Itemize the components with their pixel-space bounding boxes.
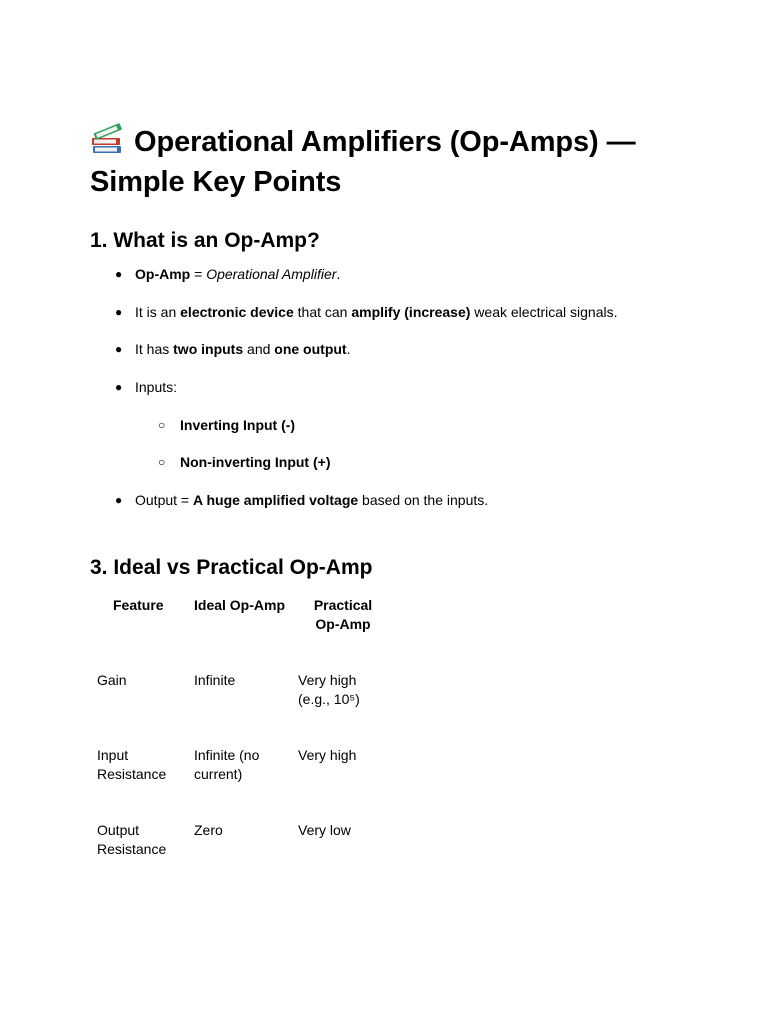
table-cell: Very high (e.g., 10⁵) (298, 672, 360, 707)
table-header-row (90, 596, 388, 671)
list-item: ● Inputs: (115, 379, 178, 396)
table-cell: Very high (298, 747, 357, 763)
list-item: ● It is an electronic device that can amplify (increase) weak electrical signals. (115, 303, 618, 320)
bullet-dot-icon: ● (115, 342, 123, 357)
table-cell: Very low (298, 822, 351, 838)
title-line-1: Operational Amplifiers (Op-Amps) — (134, 126, 636, 158)
bullet-circle-icon: ○ (158, 417, 166, 432)
table-cell: Infinite (194, 672, 236, 688)
table-header-cell: Feature (113, 597, 164, 613)
list-item: ● It has two inputs and one output. (115, 341, 351, 358)
table-row (90, 746, 388, 821)
table-cell: Zero (194, 822, 223, 838)
list-item: ● Output = A huge amplified voltage based on the inputs. (115, 492, 489, 509)
bullet-dot-icon: ● (115, 493, 123, 508)
table-row (90, 821, 388, 896)
op-amp-bullet-list (90, 266, 690, 530)
table-cell: Input Resistance (97, 747, 167, 782)
sub-list-item: ○ Non-inverting Input (+) (158, 454, 331, 471)
list-item: ● Op-Amp = Operational Amplifier. (115, 266, 341, 282)
table-cell: Gain (97, 672, 127, 688)
table-cell: Output Resistance (97, 822, 167, 857)
title-line-2: Simple Key Points (90, 166, 342, 198)
books-icon (90, 122, 126, 156)
section-3-heading: 3. Ideal vs Practical Op-Amp (90, 556, 373, 579)
bullet-dot-icon: ● (115, 304, 123, 319)
section-1-heading: 1. What is an Op-Amp? (90, 229, 320, 252)
table-cell: Infinite (no current) (194, 747, 260, 782)
document-page (90, 122, 690, 857)
page-title (90, 122, 690, 202)
bullet-circle-icon: ○ (158, 455, 166, 470)
sub-list-item: ○ Inverting Input (-) (158, 416, 296, 433)
table-row (90, 671, 388, 746)
comparison-table (90, 596, 388, 896)
bullet-dot-icon: ● (115, 380, 123, 395)
table-header-cell: Practical Op-Amp (313, 597, 373, 632)
bullet-dot-icon: ● (115, 267, 123, 281)
table-header-cell: Ideal Op-Amp (194, 597, 286, 613)
